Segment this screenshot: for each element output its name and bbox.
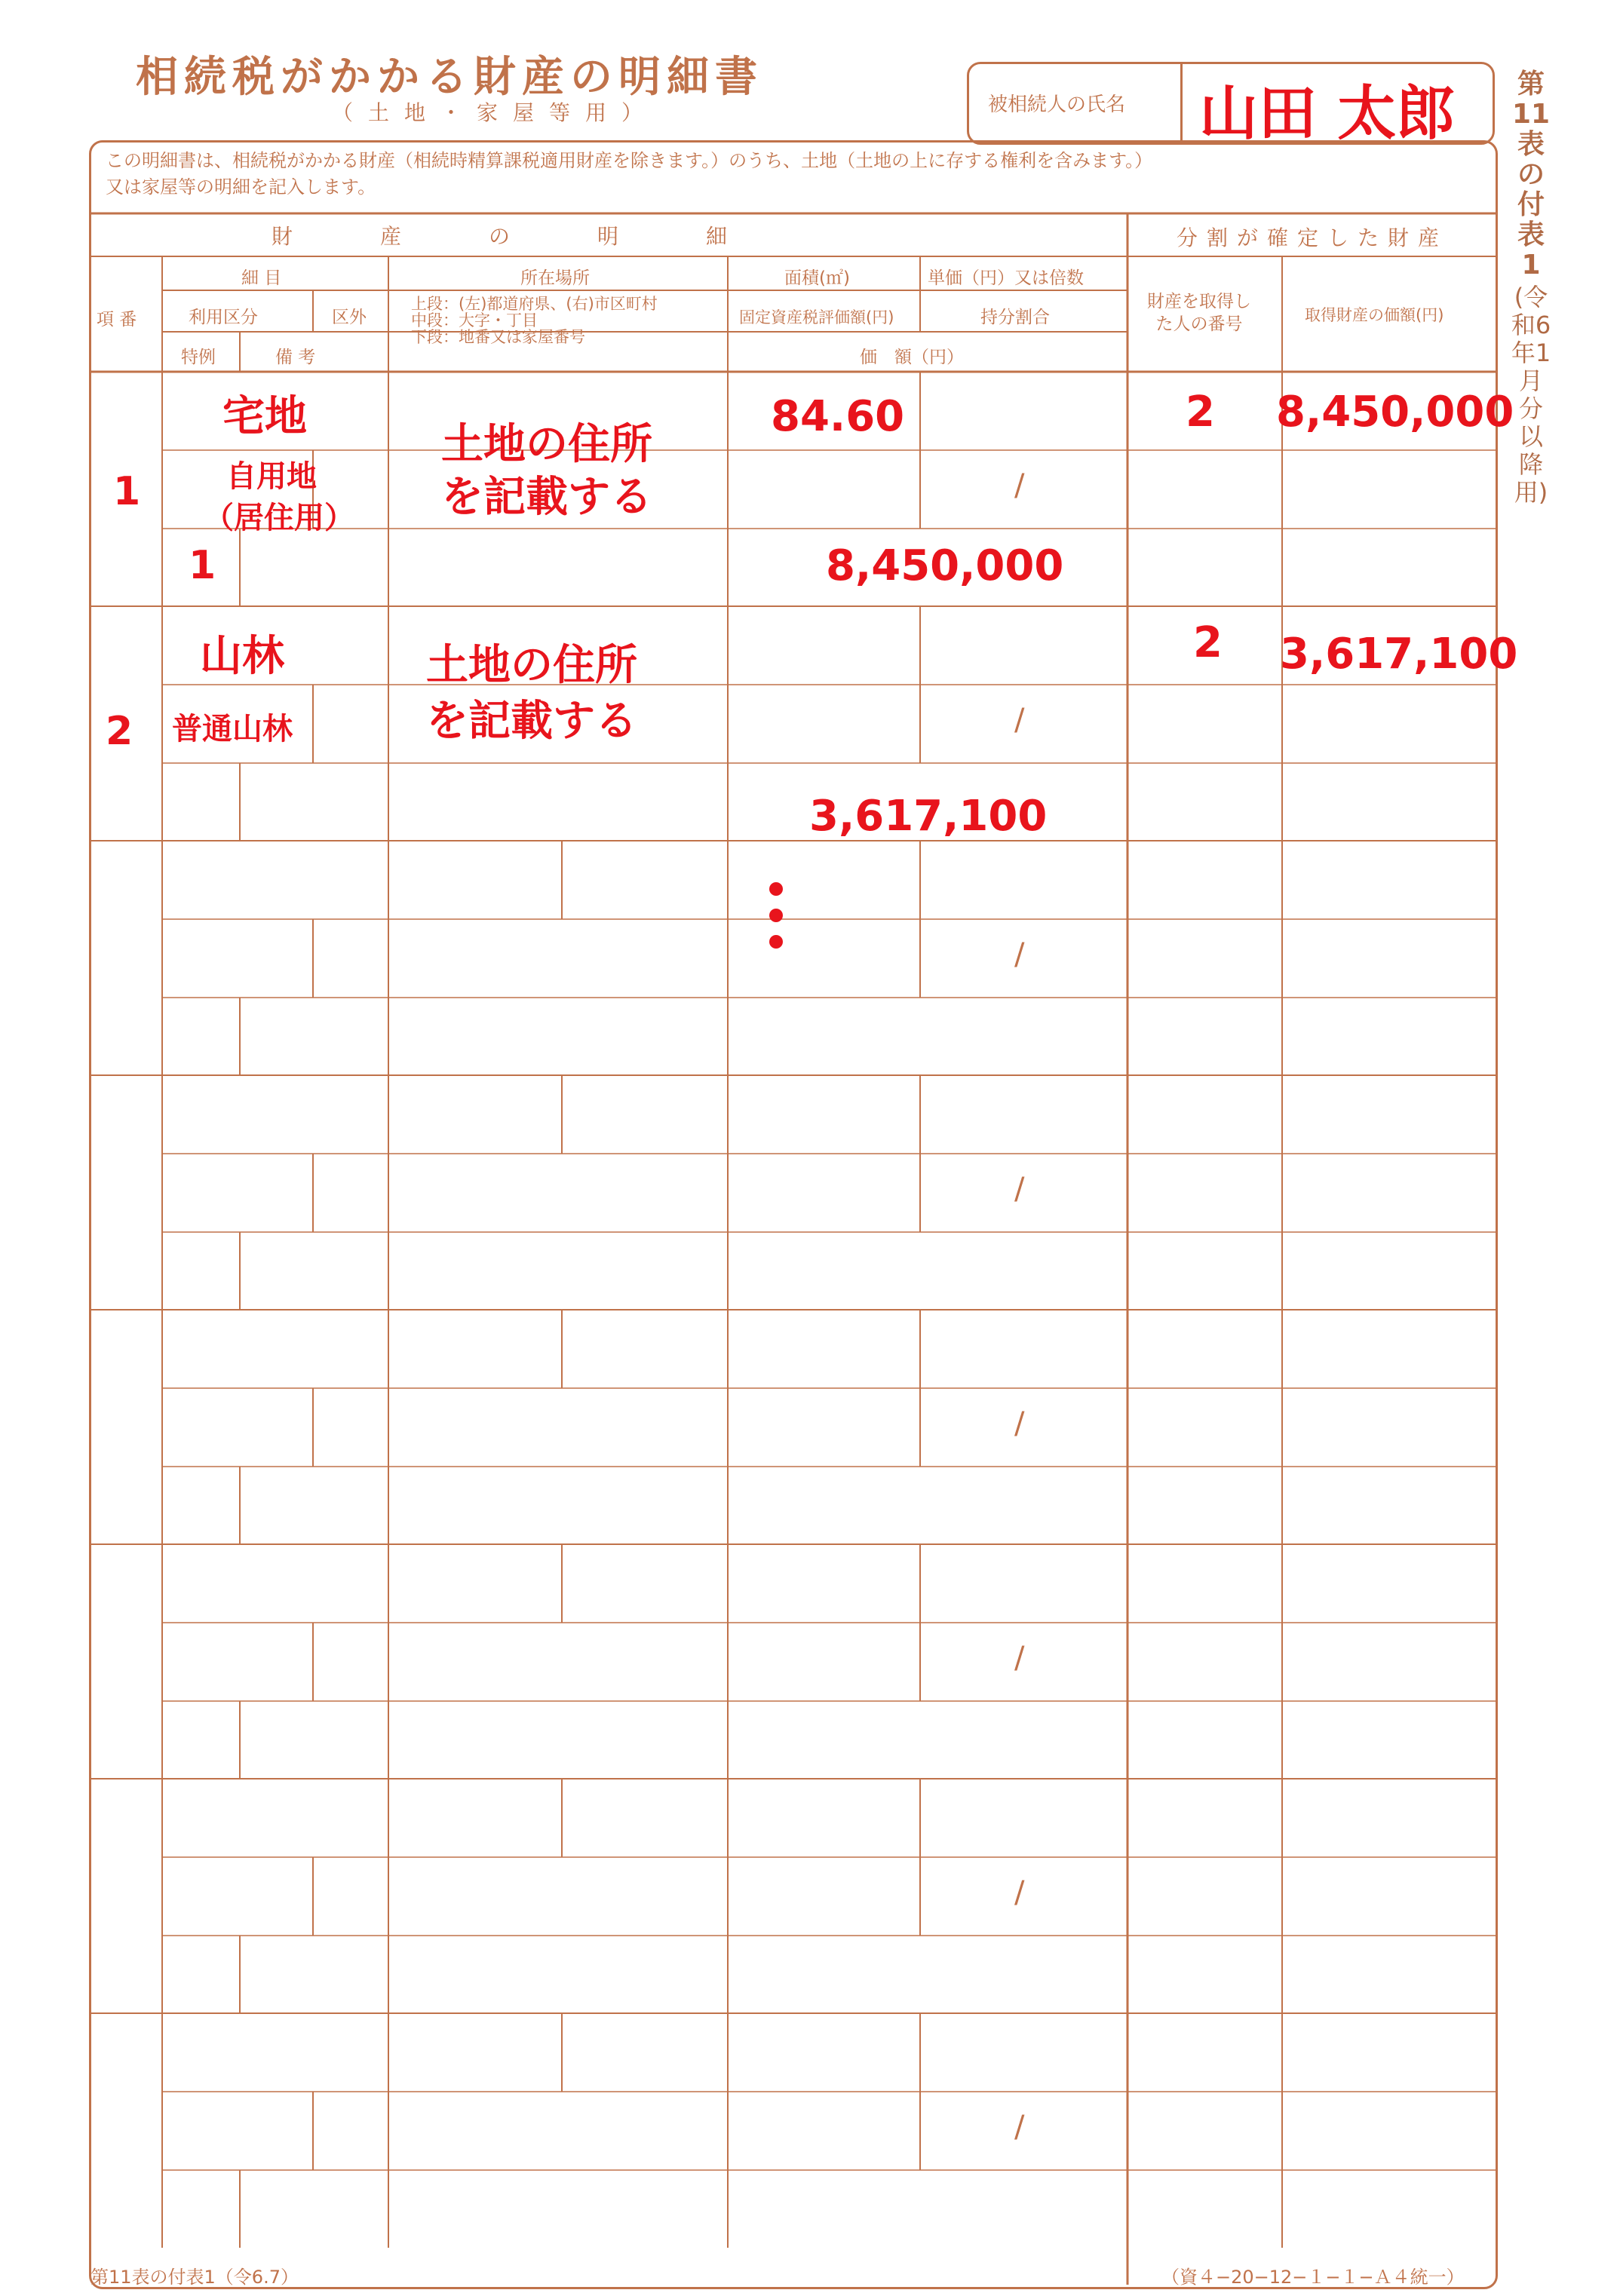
entry-1-usage-line2[interactable]: （居住用） bbox=[204, 501, 354, 535]
form-number: 第11表の付表1 bbox=[1511, 69, 1551, 280]
entry-2-location-line2[interactable]: を記載する bbox=[426, 697, 637, 746]
entry-1-location-line1[interactable]: 土地の住所 bbox=[441, 420, 652, 469]
share-ratio-slash: / bbox=[1014, 2110, 1025, 2144]
header-item-no: 項 番 bbox=[97, 310, 137, 330]
entry-1-special[interactable]: 1 bbox=[189, 543, 216, 588]
entry-1-acquired-value[interactable]: 8,450,000 bbox=[1276, 388, 1514, 437]
entry-1-item-no[interactable]: 1 bbox=[113, 469, 141, 514]
entry-2-acquired-value[interactable]: 3,617,100 bbox=[1280, 630, 1518, 679]
continuation-dot bbox=[769, 935, 783, 949]
entry-2-item-no[interactable]: 2 bbox=[106, 709, 133, 754]
form-subtitle: （土地・家屋等用） bbox=[332, 100, 658, 125]
header-outside-district: 区外 bbox=[332, 308, 367, 327]
header-usage: 利用区分 bbox=[189, 308, 258, 327]
header-category: 細 目 bbox=[241, 268, 282, 288]
footer-form-id: 第11表の付表1（令6.7） bbox=[91, 2267, 299, 2288]
entry-1-usage-line1[interactable]: 自用地 bbox=[226, 459, 317, 494]
entry-2-acquirer-no[interactable]: 2 bbox=[1193, 618, 1223, 667]
header-area: 面積(㎡) bbox=[784, 268, 850, 288]
header-remarks: 備 考 bbox=[275, 348, 316, 367]
entry-1-area[interactable]: 84.60 bbox=[771, 392, 905, 441]
entry-2-category[interactable]: 山林 bbox=[200, 632, 284, 681]
form-version-note: (令和6年1月分以降用) bbox=[1511, 283, 1551, 507]
deceased-name-value[interactable]: 山田 太郎 bbox=[1199, 80, 1456, 148]
header-assessed-value: 固定資産税評価額(円) bbox=[739, 308, 894, 326]
location-note-upper: 上段：(左)都道府県、(右)市区町村 bbox=[411, 295, 658, 313]
entry-1-value[interactable]: 8,450,000 bbox=[826, 541, 1064, 590]
header-special: 特例 bbox=[181, 348, 216, 367]
location-note-middle: 中段：大字・丁目 bbox=[411, 311, 538, 330]
entry-1-acquirer-no[interactable]: 2 bbox=[1186, 388, 1215, 437]
instructions-line-2: 又は家屋等の明細を記入します。 bbox=[106, 176, 376, 198]
share-ratio-slash: / bbox=[1014, 937, 1025, 972]
continuation-dot bbox=[769, 909, 783, 922]
share-ratio-slash: / bbox=[1014, 1875, 1025, 1910]
header-unit-price: 単価（円）又は倍数 bbox=[928, 268, 1084, 288]
continuation-dot bbox=[769, 882, 783, 896]
header-acquirer-no: 財産を取得した人の番号 bbox=[1147, 292, 1251, 334]
instructions-line-1: この明細書は、相続税がかかる財産（相続時精算課税適用財産を除きます。）のうち、土地（土地の上に存する権利を含みます。） bbox=[106, 150, 1153, 171]
share-ratio-slash: / bbox=[1014, 1406, 1025, 1441]
share-ratio-slash: / bbox=[1014, 468, 1025, 503]
share-ratio-slash: / bbox=[1014, 1641, 1025, 1675]
entry-2-usage-line1[interactable]: 普通山林 bbox=[172, 712, 293, 746]
share-ratio-slash: / bbox=[1014, 703, 1025, 737]
entry-1-location-line2[interactable]: を記載する bbox=[441, 473, 652, 522]
deceased-name-label: 被相続人の氏名 bbox=[988, 93, 1126, 116]
header-acquired-value: 取得財産の価額(円) bbox=[1305, 306, 1444, 324]
entry-1-category[interactable]: 宅地 bbox=[222, 392, 307, 441]
header-property-details: 財 産 の 明 細 bbox=[272, 224, 761, 249]
header-location: 所在場所 bbox=[520, 268, 590, 288]
form-title: 相続税がかかる財産の明細書 bbox=[136, 53, 763, 102]
header-share-ratio: 持分割合 bbox=[980, 308, 1050, 327]
footer-code: （資４−20−12−１−１−Ａ４統一） bbox=[1161, 2267, 1465, 2288]
location-note-lower: 下段：地番又は家屋番号 bbox=[411, 328, 585, 346]
share-ratio-slash: / bbox=[1014, 1172, 1025, 1206]
entry-2-location-line1[interactable]: 土地の住所 bbox=[426, 641, 637, 690]
header-location-notes bbox=[411, 296, 658, 345]
header-value: 価 額（円） bbox=[860, 348, 964, 367]
header-divided-property: 分割が確定した財産 bbox=[1177, 225, 1449, 250]
entry-2-value[interactable]: 3,617,100 bbox=[809, 792, 1048, 841]
